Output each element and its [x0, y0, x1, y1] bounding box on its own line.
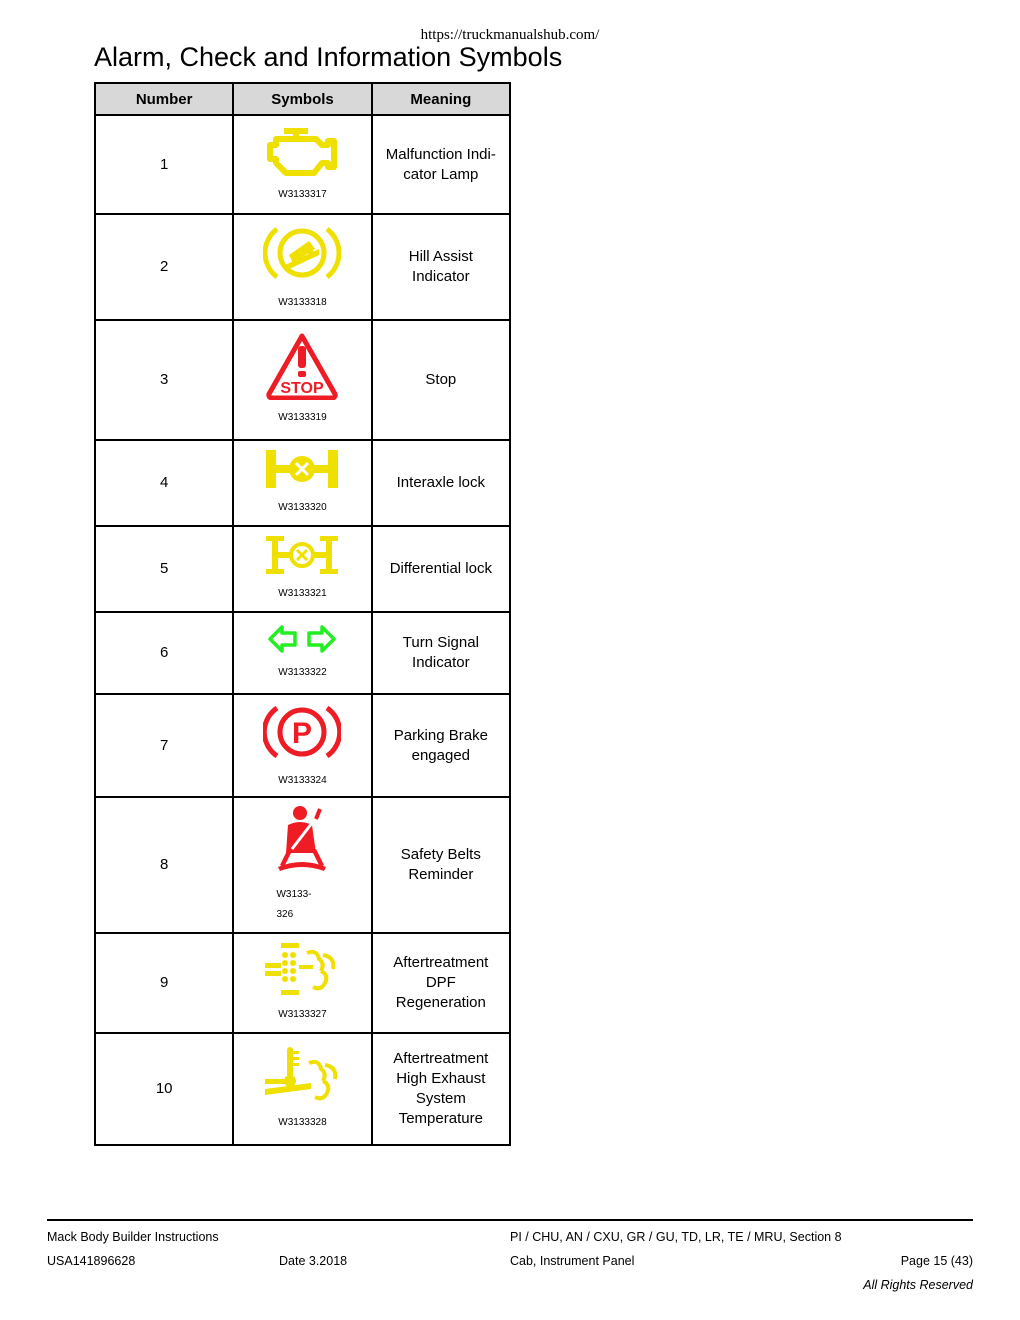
table-row — [95, 797, 510, 933]
row-number: 2 — [95, 214, 233, 320]
footer-divider — [47, 1219, 973, 1221]
row-number: 8 — [95, 797, 233, 933]
footer-document-number: USA141896628 — [47, 1254, 136, 1268]
symbol-code: W3133327 — [278, 1009, 327, 1020]
seat-belt-icon — [272, 805, 332, 877]
interaxle-lock-icon — [264, 448, 340, 490]
turn-signal-icon — [267, 623, 337, 655]
row-number: 1 — [95, 115, 233, 214]
row-number: 7 — [95, 694, 233, 797]
svg-text:STOP: STOP — [280, 380, 325, 397]
header-symbols: Symbols — [233, 83, 371, 115]
page-title: Alarm, Check and Information Symbols — [94, 42, 563, 72]
meaning-cell: Differential lock — [372, 526, 510, 612]
row-number: 6 — [95, 612, 233, 694]
table-row — [95, 1033, 510, 1145]
meaning-cell: Parking Brake engaged — [372, 694, 510, 797]
table-header-row — [95, 83, 510, 115]
table-row — [95, 320, 510, 440]
table-row — [95, 526, 510, 612]
source-url: https://truckmanualshub.com/ — [420, 27, 600, 43]
row-number: 9 — [95, 933, 233, 1033]
symbol-cell — [233, 694, 371, 797]
hill-assist-icon — [263, 221, 341, 285]
symbol-cell — [233, 612, 371, 694]
header-number: Number — [95, 83, 233, 115]
symbol-cell — [233, 526, 371, 612]
differential-lock-icon — [264, 534, 340, 576]
meaning-cell: Aftertreatment High Exhaust System Temperature — [372, 1033, 510, 1145]
table-row — [95, 115, 510, 214]
meaning-cell: Stop — [372, 320, 510, 440]
svg-text:P: P — [292, 716, 313, 750]
row-number: 5 — [95, 526, 233, 612]
footer-document-title: Mack Body Builder Instructions — [47, 1230, 219, 1244]
symbol-cell — [233, 320, 371, 440]
meaning-cell: Hill Assist Indicator — [372, 214, 510, 320]
symbol-code: W3133324 — [278, 774, 327, 786]
meaning-cell: Aftertreatment DPF Regeneration — [372, 933, 510, 1033]
meaning-cell: Safety Belts Reminder — [372, 797, 510, 933]
footer-rights: All Rights Reserved — [863, 1278, 973, 1292]
meaning-cell: Malfunction Indi- cator Lamp — [372, 115, 510, 214]
symbol-code: W3133319 — [278, 412, 327, 423]
table-row — [95, 612, 510, 694]
symbol-cell — [233, 797, 371, 933]
symbol-cell — [233, 115, 371, 214]
high-exhaust-temp-icon — [263, 1045, 341, 1105]
table-row — [95, 694, 510, 797]
footer-chapter: Cab, Instrument Panel — [510, 1254, 635, 1268]
symbol-cell — [233, 440, 371, 526]
symbol-code: W3133322 — [278, 667, 327, 678]
symbol-cell — [233, 214, 371, 320]
dpf-regeneration-icon — [263, 941, 341, 997]
symbol-cell — [233, 933, 371, 1033]
row-number: 10 — [95, 1033, 233, 1145]
meaning-cell: Interaxle lock — [372, 440, 510, 526]
symbol-code: W3133321 — [278, 588, 327, 599]
footer-page-number: Page 15 (43) — [900, 1254, 973, 1268]
table-row — [95, 440, 510, 526]
symbol-code: W3133317 — [278, 188, 327, 200]
footer-models-section: PI / CHU, AN / CXU, GR / GU, TD, LR, TE / MRU, Section 8 — [510, 1230, 842, 1244]
symbol-code: W3133320 — [278, 502, 327, 513]
parking-brake-icon — [263, 701, 341, 763]
meaning-cell: Turn Signal Indicator — [372, 612, 510, 694]
symbols-table — [94, 82, 511, 1146]
row-number: 4 — [95, 440, 233, 526]
symbol-code: W3133318 — [278, 297, 327, 308]
engine-malfunction-icon — [264, 125, 340, 177]
symbol-code: W3133328 — [278, 1117, 327, 1128]
header-meaning: Meaning — [372, 83, 510, 115]
row-number: 3 — [95, 320, 233, 440]
table-row — [95, 933, 510, 1033]
symbol-code: W3133- 326 — [276, 889, 312, 920]
footer-date: Date 3.2018 — [279, 1254, 348, 1268]
symbol-cell — [233, 1033, 371, 1145]
stop-warning-icon — [265, 332, 339, 400]
table-row — [95, 214, 510, 320]
